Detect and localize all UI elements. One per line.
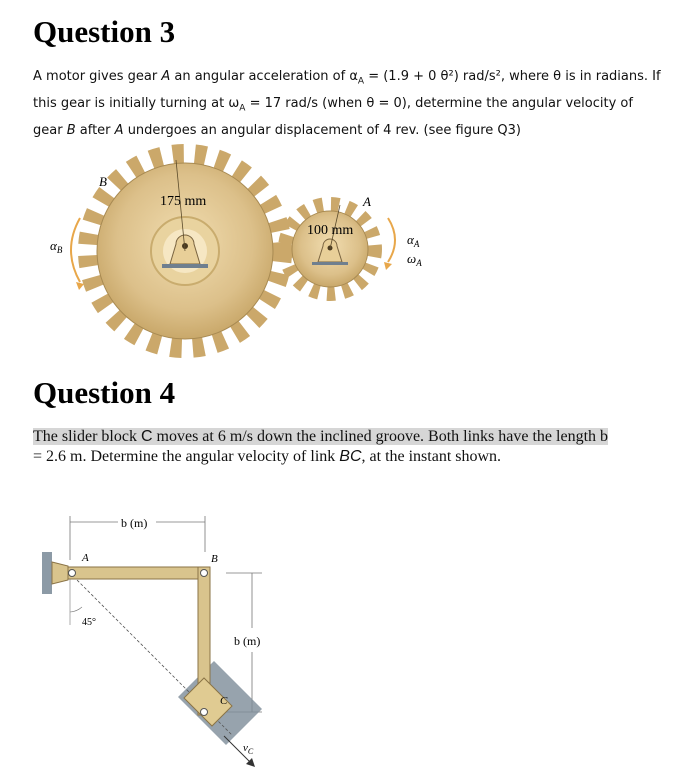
point-c-label: C <box>220 695 228 707</box>
angle-label: 45° <box>82 617 96 628</box>
question-3-text: A motor gives gear A an angular acceleration of $\alpha_A = (1.9 + 0$ θ²) rad/s², where θ is in radians. If this gear is initially turning at $\omega_A = 17$ rad/s (when θ = 0), determine the angular velocity of gear B after A undergoes an angular displacement of 4 rev. (see figure Q3) <box>33 69 661 139</box>
horizontal-dimension-label: b (m) <box>121 516 148 530</box>
gear-a-radius-label: 100 mm <box>307 223 354 238</box>
question-3-heading: Question 3 <box>33 14 176 49</box>
point-b-label: B <box>211 553 218 565</box>
vertical-dimension-label: b (m) <box>234 634 261 648</box>
velocity-label: $v_C$ <box>243 742 254 756</box>
alpha-b-label: $\alpha_B$ <box>50 238 63 255</box>
gear-b-radius-label: 175 mm <box>160 194 207 209</box>
gear-b-label: B <box>99 174 107 189</box>
point-a-label: A <box>82 552 89 564</box>
omega-a-label: $\omega_A$ <box>407 251 422 268</box>
alpha-a-label: $\alpha_A$ <box>407 232 420 249</box>
link-ab <box>68 567 210 579</box>
question-4-text: The slider block C moves at 6 m/s down the inclined groove. Both links have the length b = 2.6 m. Determine the angular velocity of link BC, at the instant shown. <box>33 428 609 465</box>
question-4-heading: Question 4 <box>33 375 176 410</box>
gear-a-label: A <box>363 194 371 209</box>
